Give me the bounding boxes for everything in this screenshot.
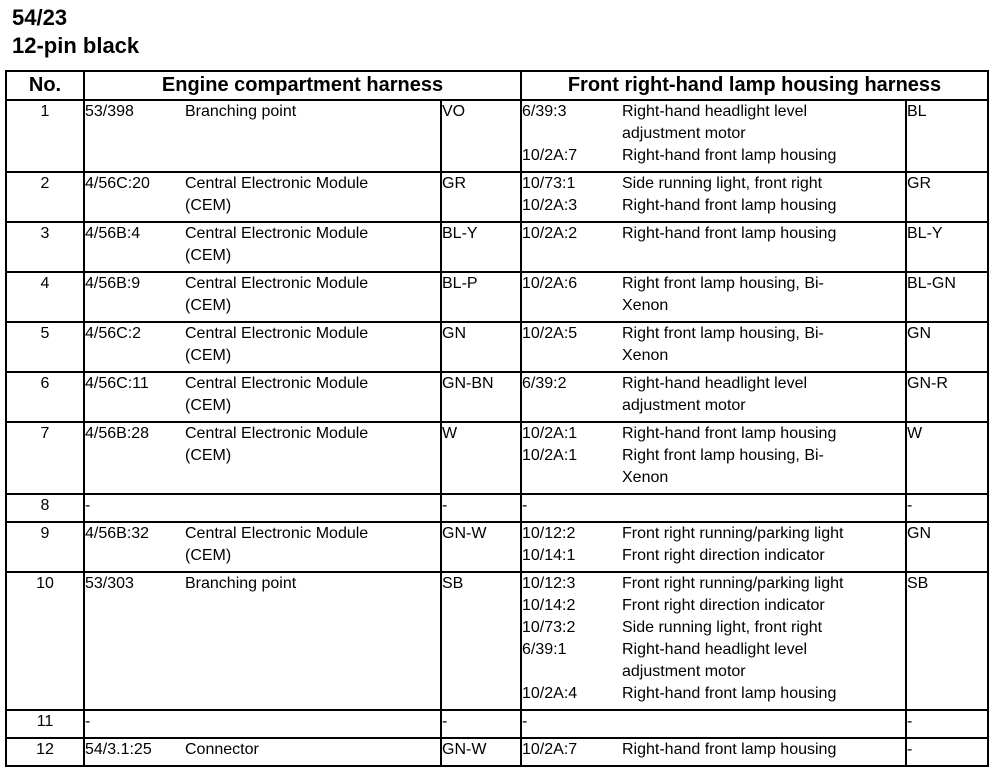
front-harness-description: Right front lamp housing, Bi- [622, 325, 824, 342]
front-harness-entry [522, 101, 905, 145]
engine-harness-code: 4/56B:28 [85, 425, 150, 442]
engine-wire-color: BL-P [441, 272, 521, 322]
engine-harness-cell [84, 222, 441, 272]
front-harness-description: Front right direction indicator [622, 597, 825, 614]
header-no: No. [6, 71, 84, 100]
front-harness-cell [521, 100, 906, 172]
front-wire-color: - [906, 494, 988, 522]
engine-harness-cell [84, 372, 441, 422]
engine-harness-code: 4/56C:11 [85, 375, 149, 392]
front-harness-code: 10/2A:2 [522, 225, 578, 242]
front-harness-description: Front right running/parking light [622, 525, 844, 542]
front-harness-description: Right front lamp housing, Bi- [622, 275, 824, 292]
table-row [6, 272, 988, 322]
front-harness-code: 10/2A:7 [522, 741, 578, 758]
front-harness-description: Xenon [622, 469, 669, 486]
front-harness-description: Right front lamp housing, Bi- [622, 447, 824, 464]
header-engine-harness: Engine compartment harness [84, 71, 521, 100]
front-harness-code: 10/2A:5 [522, 325, 578, 342]
front-harness-cell [521, 738, 906, 766]
engine-wire-color: - [441, 710, 521, 738]
front-harness-entry [522, 639, 905, 683]
front-harness-code: 10/2A:3 [522, 197, 578, 214]
front-harness-code: 10/73:1 [522, 175, 576, 192]
front-harness-entry [522, 595, 905, 617]
connector-id: 54/23 [12, 5, 68, 30]
engine-harness-description: Central Electronic Module [185, 225, 369, 242]
pin-number: 3 [6, 222, 84, 272]
front-wire-color: GN [906, 522, 988, 572]
pin-number: 9 [6, 522, 84, 572]
engine-harness-cell [84, 272, 441, 322]
front-harness-entry [522, 145, 905, 167]
document-heading [12, 4, 139, 60]
front-harness-description: Right-hand front lamp housing [622, 685, 837, 702]
engine-harness-cell [84, 100, 441, 172]
front-harness-entry [522, 711, 905, 733]
connector-description: 12-pin black [12, 33, 140, 58]
front-harness-code: 10/12:2 [522, 525, 576, 542]
front-harness-entry [522, 373, 905, 417]
table-header-row [6, 71, 988, 100]
engine-harness-description: Central Electronic Module [185, 425, 369, 442]
pin-number: 11 [6, 710, 84, 738]
front-harness-cell [521, 422, 906, 494]
engine-harness-description: (CEM) [185, 197, 232, 214]
engine-wire-color: - [441, 494, 521, 522]
engine-harness-description: (CEM) [185, 397, 232, 414]
front-harness-cell [521, 572, 906, 710]
front-harness-cell [521, 322, 906, 372]
front-harness-description: Side running light, front right [622, 175, 823, 192]
front-wire-color: GR [906, 172, 988, 222]
engine-harness-cell [84, 322, 441, 372]
front-harness-code: 10/2A:7 [522, 147, 578, 164]
front-harness-entry [522, 495, 905, 517]
engine-harness-description: (CEM) [185, 547, 232, 564]
front-harness-cell [521, 522, 906, 572]
engine-wire-color: GN [441, 322, 521, 372]
front-harness-code: 10/14:2 [522, 597, 576, 614]
front-harness-entry [522, 445, 905, 489]
front-harness-entry [522, 173, 905, 195]
front-harness-entry [522, 739, 905, 761]
front-harness-code: 6/39:1 [522, 641, 567, 658]
front-harness-code: 6/39:2 [522, 375, 567, 392]
front-wire-color: - [906, 738, 988, 766]
table-row [6, 100, 988, 172]
front-harness-description: Xenon [622, 347, 669, 364]
front-harness-entry [522, 223, 905, 245]
front-wire-color: GN-R [906, 372, 988, 422]
front-harness-code: 10/2A:1 [522, 425, 578, 442]
front-harness-code: 10/73:2 [522, 619, 576, 636]
engine-harness-code: 54/3.1:25 [85, 741, 152, 758]
engine-harness-code: - [85, 713, 91, 730]
front-harness-description: Right-hand front lamp housing [622, 197, 837, 214]
front-harness-cell [521, 222, 906, 272]
pin-number: 1 [6, 100, 84, 172]
front-harness-cell [521, 172, 906, 222]
front-harness-description: Xenon [622, 297, 669, 314]
engine-wire-color: SB [441, 572, 521, 710]
front-wire-color: BL [906, 100, 988, 172]
front-harness-description: adjustment motor [622, 125, 746, 142]
engine-harness-code: 4/56C:20 [85, 175, 150, 192]
front-harness-entry [522, 323, 905, 367]
engine-harness-description: Branching point [185, 575, 297, 592]
front-wire-color: W [906, 422, 988, 494]
pin-table [5, 70, 989, 767]
front-harness-code: 10/2A:4 [522, 685, 578, 702]
engine-wire-color: VO [441, 100, 521, 172]
front-harness-description: Right-hand headlight level [622, 375, 808, 392]
front-harness-description: Front right direction indicator [622, 547, 825, 564]
front-harness-description: Right-hand front lamp housing [622, 225, 837, 242]
front-wire-color: GN [906, 322, 988, 372]
front-harness-cell [521, 272, 906, 322]
front-harness-description: Right-hand front lamp housing [622, 741, 837, 758]
front-harness-entry [522, 545, 905, 567]
table-row [6, 738, 988, 766]
front-harness-entry [522, 683, 905, 705]
header-front-harness: Front right-hand lamp housing harness [521, 71, 988, 100]
front-harness-description: Right-hand front lamp housing [622, 147, 837, 164]
front-harness-code: - [522, 497, 528, 514]
engine-harness-code: 53/303 [85, 575, 134, 592]
table-row [6, 422, 988, 494]
engine-harness-description: (CEM) [185, 347, 232, 364]
front-harness-description: adjustment motor [622, 663, 746, 680]
engine-harness-code: 4/56B:32 [85, 525, 150, 542]
front-wire-color: BL-GN [906, 272, 988, 322]
pin-number: 4 [6, 272, 84, 322]
engine-harness-description: (CEM) [185, 447, 232, 464]
engine-harness-description: Central Electronic Module [185, 275, 369, 292]
pin-number: 2 [6, 172, 84, 222]
front-harness-description: Right-hand front lamp housing [622, 425, 837, 442]
front-harness-code: 10/14:1 [522, 547, 576, 564]
table-row [6, 572, 988, 710]
engine-harness-code: 53/398 [85, 103, 134, 120]
engine-harness-cell [84, 738, 441, 766]
table-row [6, 522, 988, 572]
table-row [6, 494, 988, 522]
front-harness-code: - [522, 713, 528, 730]
front-harness-code: 6/39:3 [522, 103, 567, 120]
engine-wire-color: BL-Y [441, 222, 521, 272]
front-harness-entry [522, 423, 905, 445]
front-harness-entry [522, 573, 905, 595]
engine-harness-description: (CEM) [185, 247, 232, 264]
engine-wire-color: GR [441, 172, 521, 222]
pin-number: 6 [6, 372, 84, 422]
engine-harness-code: 4/56C:2 [85, 325, 142, 342]
engine-wire-color: GN-W [441, 522, 521, 572]
table-row [6, 172, 988, 222]
engine-wire-color: GN-BN [441, 372, 521, 422]
engine-harness-cell [84, 494, 441, 522]
pin-number: 8 [6, 494, 84, 522]
engine-harness-description: Branching point [185, 103, 297, 120]
engine-harness-description: Connector [185, 741, 259, 758]
pin-number: 10 [6, 572, 84, 710]
engine-harness-cell [84, 172, 441, 222]
engine-harness-cell [84, 522, 441, 572]
pin-number: 12 [6, 738, 84, 766]
engine-harness-code: - [85, 497, 91, 514]
engine-harness-description: Central Electronic Module [185, 375, 369, 392]
table-row [6, 222, 988, 272]
front-harness-cell [521, 372, 906, 422]
front-harness-description: Side running light, front right [622, 619, 823, 636]
front-harness-entry [522, 273, 905, 317]
front-harness-entry [522, 523, 905, 545]
engine-harness-code: 4/56B:4 [85, 225, 141, 242]
engine-harness-description: Central Electronic Module [185, 175, 369, 192]
engine-harness-cell [84, 710, 441, 738]
front-harness-description: Right-hand headlight level [622, 103, 808, 120]
pin-number: 5 [6, 322, 84, 372]
table-row [6, 710, 988, 738]
pin-number: 7 [6, 422, 84, 494]
engine-wire-color: GN-W [441, 738, 521, 766]
front-harness-code: 10/2A:1 [522, 447, 578, 464]
front-harness-description: adjustment motor [622, 397, 746, 414]
engine-harness-description: Central Electronic Module [185, 525, 369, 542]
front-wire-color: - [906, 710, 988, 738]
engine-harness-cell [84, 572, 441, 710]
table-row [6, 322, 988, 372]
front-wire-color: BL-Y [906, 222, 988, 272]
front-wire-color: SB [906, 572, 988, 710]
engine-harness-description: Central Electronic Module [185, 325, 369, 342]
front-harness-code: 10/2A:6 [522, 275, 578, 292]
table-row [6, 372, 988, 422]
engine-harness-description: (CEM) [185, 297, 232, 314]
front-harness-entry [522, 195, 905, 217]
engine-harness-code: 4/56B:9 [85, 275, 141, 292]
engine-wire-color: W [441, 422, 521, 494]
front-harness-cell [521, 710, 906, 738]
front-harness-code: 10/12:3 [522, 575, 576, 592]
front-harness-description: Front right running/parking light [622, 575, 844, 592]
front-harness-description: Right-hand headlight level [622, 641, 808, 658]
engine-harness-cell [84, 422, 441, 494]
front-harness-entry [522, 617, 905, 639]
front-harness-cell [521, 494, 906, 522]
